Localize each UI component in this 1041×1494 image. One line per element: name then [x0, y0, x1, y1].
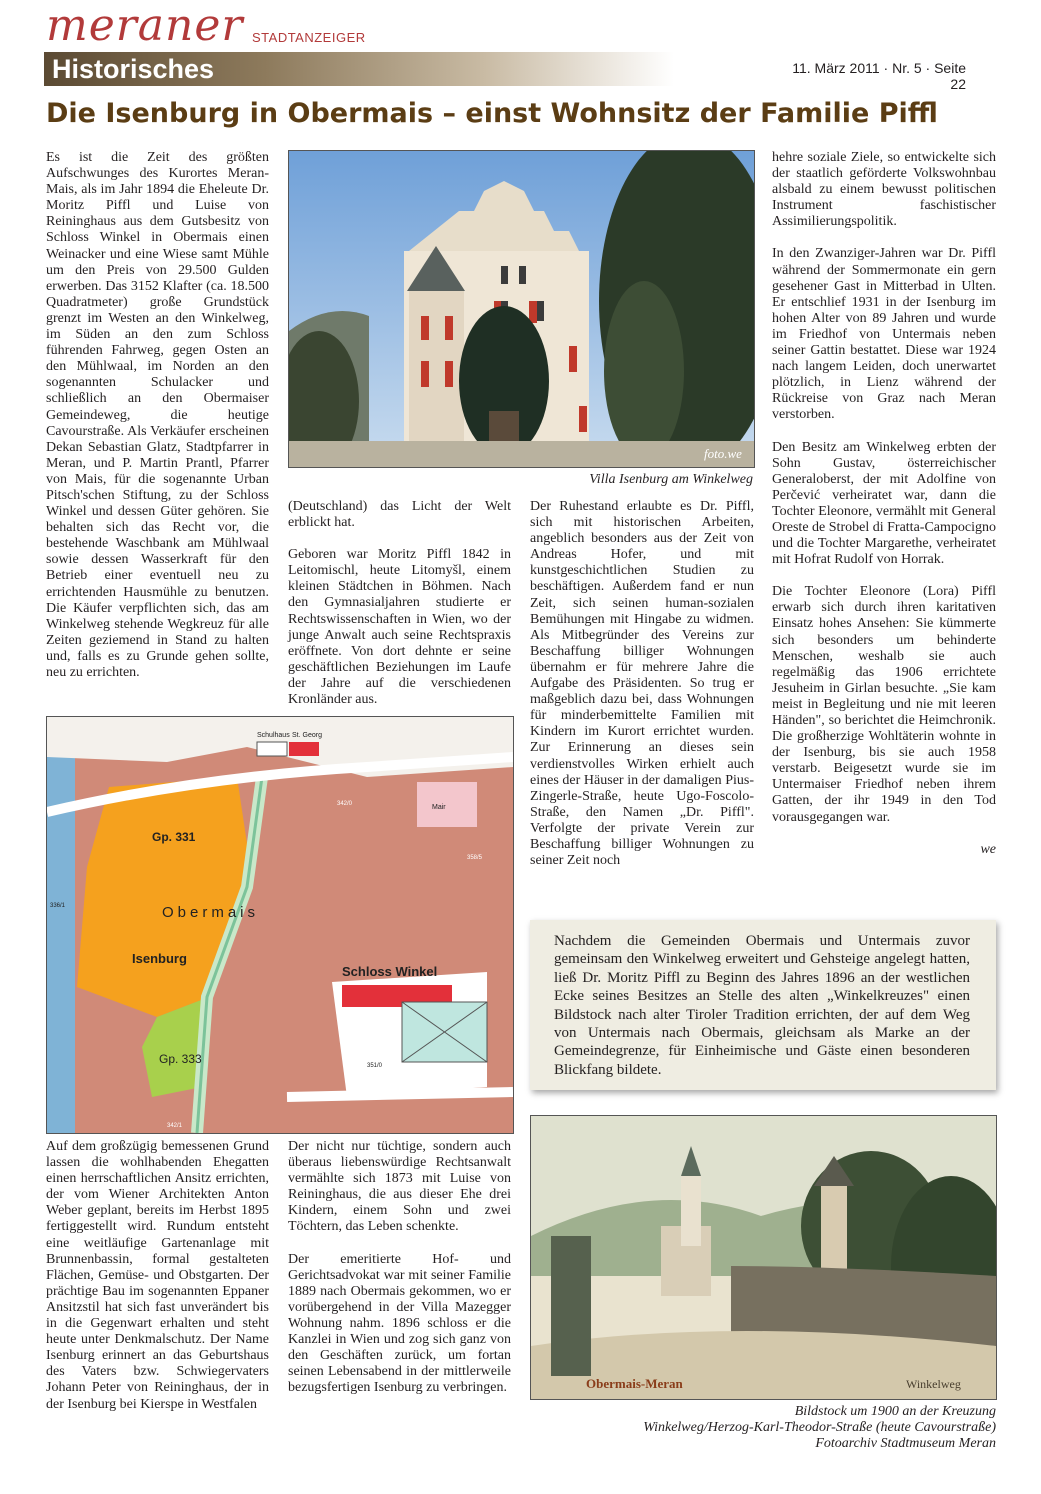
postcard-label-left: Obermais-Meran: [586, 1376, 683, 1391]
paragraph: Auf dem großzügig bemessenen Grund lassen die wohlhabenden Ehegatten einen herrschaftlichen Ansitz errichten, der vom Wiener Architekten Anton Weber geplant, bereits im Herbst 1895 fertiggestellt wird. Rundum entsteht eine weitläufige Gartenanlage mit Brunnenbassin, formal gestalteten Flächen, Gemüse- und Obstgarten. Der prächtige Bau im sogenannten Eppaner Ansitzstil hat sich fast unverändert bis in die Gegenwart erhalten und steht heute unter Denkmalschutz. Der Name Isenburg erinnert an das Geburtshaus des Vaters bzw. Schwiegervaters Johann Peter von Reininghaus, der in der Isenburg bei Kierspe in Westfalen: [46, 1139, 269, 1412]
highlight-box-text: Nachdem die Gemeinden Obermais und Untermais zuvor gemeinsam den Winkelweg erweitert und Gehsteige angelegt hatten, ließ Dr. Moritz Piffl zu Beginn des Jahres 1896 an der westlichen Ecke seines Besitzes an Stelle des alten „Winkelkreuzes" einen Bildstock nach alter Tiroler Tradition errichten, der auf dem Weg von Untermais nach Obermais, gleichsam als Marke an der Gemeindegrenze, für Einheimische und Gäste einen besonderen Blickfang bildete.: [554, 933, 970, 1078]
paragraph: Geboren war Moritz Piffl 1842 in Leitomischl, heute Litomyšl, einem kleinen Städtchen in Böhmen. Nach den Gymnasialjahren studierte er Rechtswissenschaften in Wien, wo der junge Anwalt auch seine Rechtspraxis eröffnete. Von dort dehnte er seine geschäftlichen Beziehungen im Laufe der Jahre auf die verschiedenen Kronländer aus.: [288, 547, 511, 708]
map-label-st-georg: St. Georg: [292, 732, 322, 739]
masthead-logo: meraner: [46, 0, 244, 51]
caption-line: Winkelweg/Herzog-Karl-Theodor-Straße (heute Cavourstraße): [643, 1420, 996, 1435]
photo-credit: foto.we: [704, 446, 742, 461]
section-title: Historisches: [52, 54, 215, 84]
cadastral-map: [46, 716, 514, 1134]
map-label-number: 336/1: [50, 903, 66, 909]
paragraph: Der Ruhestand erlaubte es Dr. Piffl, sich mit historischen Arbeiten, angeblich besonders aus der Zeit von Andreas Hofer, und mit kunstgeschichtlichen Studien zu beschäftigen. Außerdem fand er nun Zeit, sich seinen human-sozialen Bemühungen mit Hingabe zu widmen. Als Mitbegründer des Vereins zur Beschaffung billiger Wohnungen übernahm er für mehrere Jahre die Aufgabe des Präsidenten. So trug er maßgeblich dazu bei, dass Wohnungen für minderbemittelte Familien mit Kindern im Kurort errichtet wurden. Zur Erinnerung an dieses sein verdienstvolles Wirken erhielt auch eines der Häuser in der damaligen Pius-Zingerle-Straße, heute Ugo-Foscolo-Straße, den Namen „Dr. Piffl". Verfolgte der private Verein zur Beschaffung billiger Wohnungen zu seiner Zeit noch: [530, 499, 754, 869]
paragraph: Der emeritierte Hof- und Gerichtsadvokat war mit seiner Familie 1889 nach Obermais gekommen, wo er vorübergehend in der Villa Mazegger Wohnung nahm. 1896 schloss er die Kanzlei in Wien und zog sich ganz von den Geschäften zurück, um fortan seinen Lebensabend in der mittlerweile bezugsfertigen Isenburg zu verbringen.: [288, 1251, 511, 1396]
postcard-photo: [530, 1115, 997, 1400]
paragraph: Die Tochter Eleonore (Lora) Piffl erwarb sich durch ihren karitativen Einsatz hohes Ansehen: Sie kümmerte sich besonders um behinderte Menschen, weshalb sie auch regelmäßig das 1906 errichtete Jesuheim in Girlan besuchte. „Sie kam meist in Begleitung und nie mit leeren Händen", so berichtet die Heimchronik. Die großherzige Wohltäterin wohnte in der Isenburg, bis sie auch 1958 verstarb. Beigesetzt wurde sie im Untermaiser Friedhof neben ihrem Gatten, der ihr 1949 in den Tod vorausgegangen war.: [772, 584, 996, 825]
map-label-number: 342/0: [337, 801, 353, 807]
column-4: [772, 150, 996, 858]
map-label-mair: Mair: [432, 804, 446, 811]
map-label-gp331: Gp. 331: [152, 830, 196, 844]
villa-caption: Villa Isenburg am Winkelweg: [589, 472, 753, 487]
column-1-top: [46, 150, 269, 681]
paragraph: (Deutschland) das Licht der Welt erblickt hat.: [288, 499, 511, 531]
column-1-bottom: [46, 1139, 269, 1413]
map-label-number: 358/5: [467, 855, 483, 861]
map-label-schulhaus: Schulhaus: [257, 732, 290, 739]
paragraph: Den Besitz am Winkelweg erbten der Sohn Gustav, österreichischer Generaloberst, der mit Adolfine von Perčević verheiratet war, dann die Tochter Eleonore, vermählt mit General Oreste de Strobel di Fratta-Campocigno und die Tochter Margarethe, verheiratet mit Hofrat Rudolf von Horrak.: [772, 439, 996, 568]
villa-photo: [288, 150, 755, 468]
postcard-label-right: Winkelweg: [906, 1377, 961, 1391]
map-label-gp333: Gp. 333: [159, 1052, 202, 1066]
paragraph: Der nicht nur tüchtige, sondern auch überaus liebenswürdige Rechtsanwalt vermählte sich 1873 mit Luise von Reininghaus, die aus dieser Ehe drei Kindern, einem Sohn und zwei Töchtern, das Leben schenkte.: [288, 1139, 511, 1235]
caption-line: Fotoarchiv Stadtmuseum Meran: [815, 1436, 996, 1451]
author-signature: we: [980, 841, 996, 857]
postcard-caption: [530, 1404, 996, 1452]
paragraph: hehre soziale Ziele, so entwickelte sich der staatlich geförderte Volkswohnbau alsbald zu einem bewusst politischen Instrument faschistischer Assimilierungspolitik.: [772, 150, 996, 230]
column-2-middle: [288, 499, 511, 708]
paragraph: Es ist die Zeit des größten Aufschwunges des Kurortes Meran-Mais, als im Jahr 1894 die Eheleute Dr. Moritz Piffl und Luise von Reininghaus aus dem Gutsbesitz von Schloss Winkel in Obermais einen Weinacker und eine Wiese samt Mühle um den Preis von 29.500 Gulden erwerben. Das 3152 Klafter (ca. 18.500 Quadratmeter) große Grundstück grenzt im Westen an den Winkelweg, im Süden an den zum Schloss führenden Fahrweg, gegen Osten an den Mühlwaal, im Norden an den sogenannten Schulacker und schließlich an den Obermaiser Gemeindeweg, die heutige Cavourstraße. Als Verkäufer erscheinen Dekan Sebastian Glatz, Stadtpfarrer in Meran, und P. Martin Prantl, Pfarrer von Mais, für die sogenannte Urban Pitsch'schen Stiftung, zu der Schloss Winkel und dessen Güter gehören. Sie behalten sich das Recht vor, die bestehende Waschbank am Mühlwaal sowie dessen Wasserkraft für den Betrieb einer eventuell neu zu errichtenden Hausmühle zu benutzen. Die Käufer verpflichten sich, das am Winkelweg stehende Wegkreuz für alle Zeiten geziemend in Stand zu halten und, falls es zu Grunde gehen sollte, neu zu errichten.: [46, 150, 269, 680]
masthead-subtitle: STADTANZEIGER: [252, 30, 366, 45]
map-label-obermais: Obermais: [162, 904, 260, 921]
column-3-middle: [530, 499, 754, 869]
map-label-isenburg: Isenburg: [132, 951, 187, 966]
dateline: 11. März 2011 · Nr. 5 · Seite 22: [792, 60, 966, 92]
map-illustration: [47, 717, 513, 1133]
map-label-number: 342/1: [167, 1123, 183, 1129]
paragraph: In den Zwanziger-Jahren war Dr. Piffl während der Sommermonate ein gern gesehener Gast in Mitterbad in Ulten. Er entschlief 1931 in der Isenburg im hohen Alter von 89 Jahren und wurde im Friedhof von Untermais neben seiner Gattin bestattet. Diese war 1924 nach langem Leiden, doch unerwartet plötzlich, in Lienz während der Rückreise von Graz nach Meran verstorben.: [772, 246, 996, 423]
postcard-illustration: [531, 1116, 996, 1399]
caption-line: Bildstock um 1900 an der Kreuzung: [794, 1404, 996, 1419]
article-headline: Die Isenburg in Obermais – einst Wohnsitz der Familie Piffl: [46, 98, 938, 129]
map-label-schloss-winkel: Schloss Winkel: [342, 964, 438, 979]
villa-illustration: [289, 151, 754, 467]
column-2-bottom: [288, 1139, 511, 1396]
map-label-number: 351/0: [367, 1063, 383, 1069]
